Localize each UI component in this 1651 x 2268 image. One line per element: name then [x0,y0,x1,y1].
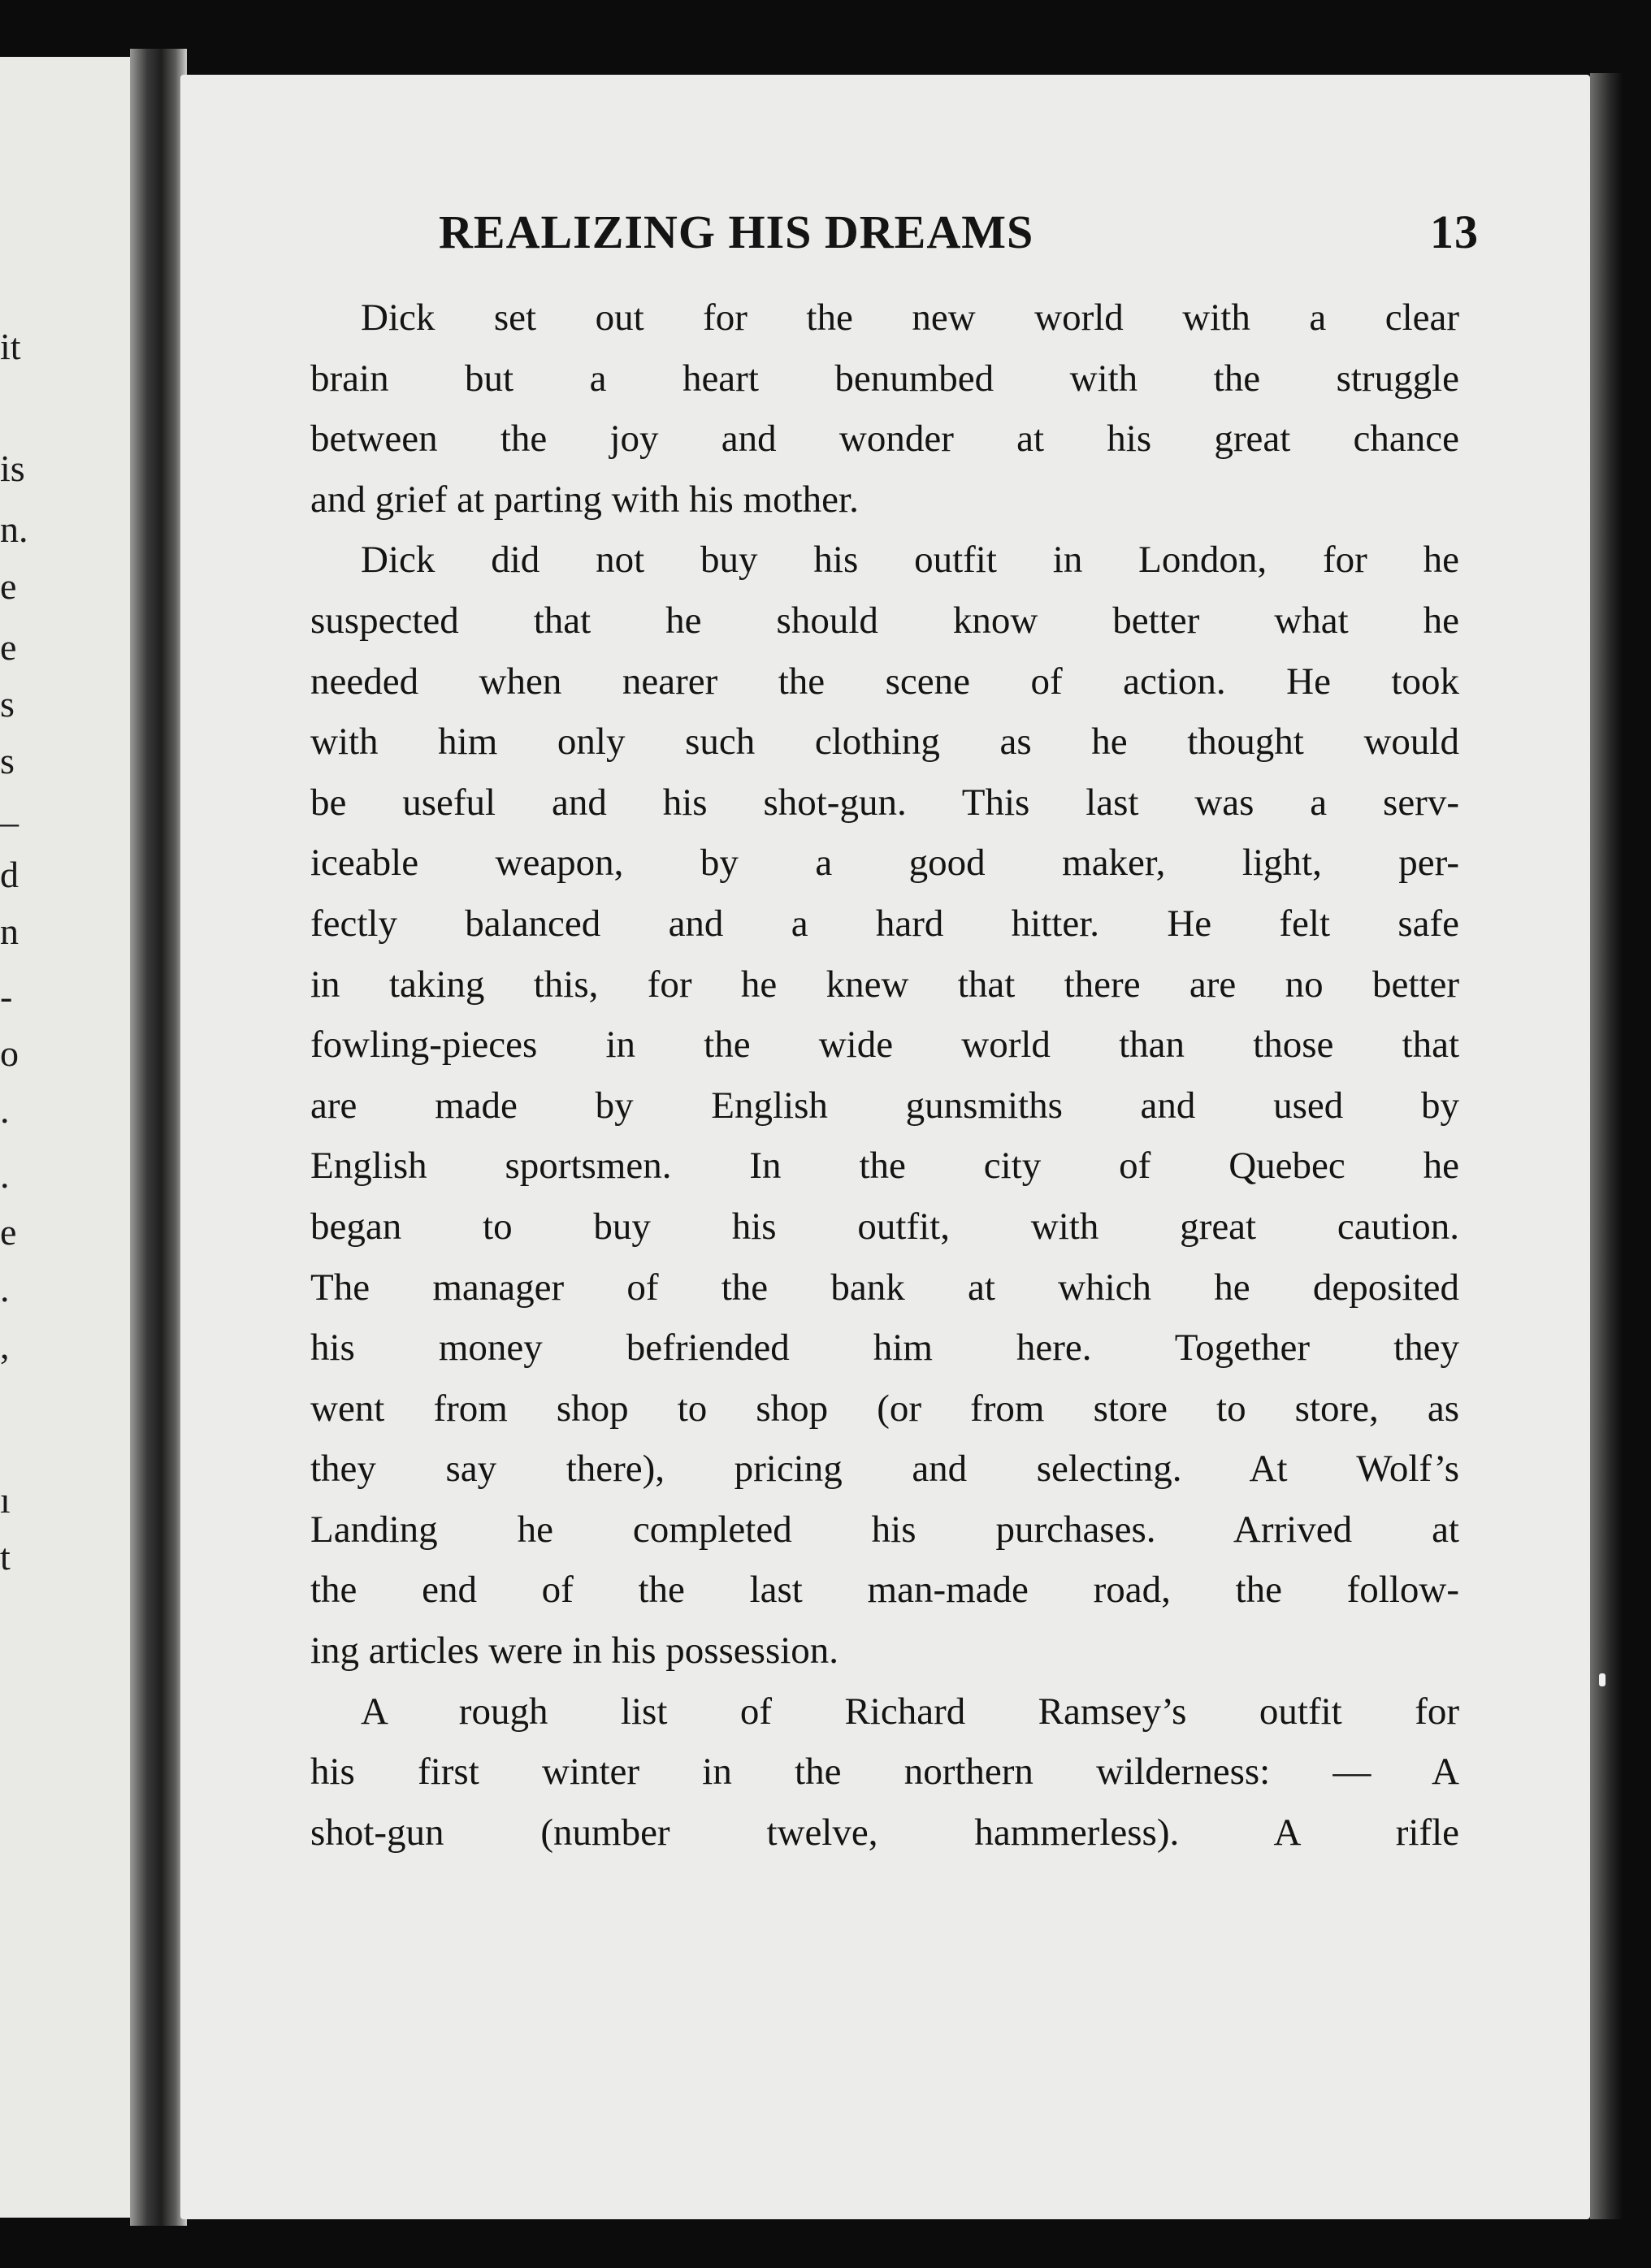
text-line: went from shop to shop (or from store to store, as [310,1387,1459,1430]
left-page-fragment: e [0,1211,17,1253]
left-page-fragment: n. [0,509,28,550]
text-line: the end of the last man-made road, the follow- [310,1569,1459,1612]
left-page-fragment: t [0,1536,11,1578]
text-line: between the joy and wonder at his great chance [310,418,1459,461]
text-line: Landing he completed his purchases. Arrived at [310,1508,1459,1551]
text-line: be useful and his shot-gun. This last was a serv- [310,781,1459,824]
text-line: in taking this, for he knew that there are no better [310,963,1459,1006]
text-line: suspected that he should know better what he [310,599,1459,642]
left-page-fragment: - [0,976,13,1017]
left-page-fragment: s [0,683,15,725]
left-page-fragment: . [0,1268,10,1309]
text-line: ing articles were in his possession. [310,1630,839,1673]
left-page-fragment: – [0,801,19,842]
left-page-fragment: . [0,1089,10,1131]
left-page-fragment: . [0,1154,10,1196]
left-page-fragment: e [0,565,17,607]
scan-speck [1599,1673,1606,1686]
text-line: iceable weapon, by a good maker, light, per- [310,842,1459,885]
page-number: 13 [1430,206,1479,258]
text-line: The manager of the bank at which he deposited [310,1266,1459,1309]
left-page-fragment: e [0,626,17,668]
left-page-fragment: s [0,740,15,781]
text-line: Dick set out for the new world with a clear [361,296,1459,339]
text-line: Dick did not buy his outfit in London, for he [361,539,1459,582]
text-line: they say there), pricing and selecting. At Wolf’s [310,1448,1459,1491]
text-line: and grief at parting with his mother. [310,478,859,521]
text-line: brain but a heart benumbed with the struggle [310,357,1459,400]
running-title: REALIZING HIS DREAMS [439,206,1034,258]
left-facing-page [0,57,146,2218]
text-line: began to buy his outfit, with great caution. [310,1205,1459,1248]
text-line: English sportsmen. In the city of Quebec he [310,1145,1459,1188]
text-line: his money befriended him here. Together they [310,1327,1459,1370]
text-line: fowling-pieces in the wide world than those that [310,1024,1459,1067]
left-page-fragment: n [0,911,19,952]
left-page-fragment: ı [0,1479,11,1521]
text-line: fectly balanced and a hard hitter. He felt safe [310,902,1459,945]
book-gutter-shadow [130,49,187,2226]
text-line: needed when nearer the scene of action. He took [310,660,1459,703]
right-page [180,75,1590,2219]
text-line: his first winter in the northern wilderness: — A [310,1751,1459,1794]
text-line: shot-gun (number twelve, hammerless). A rifle [310,1811,1459,1854]
left-page-fragment: o [0,1032,19,1074]
body-text [310,288,1459,1863]
left-page-fragment: , [0,1325,10,1366]
running-head [439,205,1479,270]
page-content [180,75,1590,2219]
left-page-fragment: is [0,448,25,489]
left-page-fragment: it [0,326,21,367]
text-line: with him only such clothing as he thought would [310,721,1459,764]
text-line: are made by English gunsmiths and used by [310,1084,1459,1127]
page-right-edge-shadow [1590,73,1623,2219]
text-line: A rough list of Richard Ramsey’s outfit for [361,1690,1459,1733]
left-page-fragment: d [0,854,19,895]
